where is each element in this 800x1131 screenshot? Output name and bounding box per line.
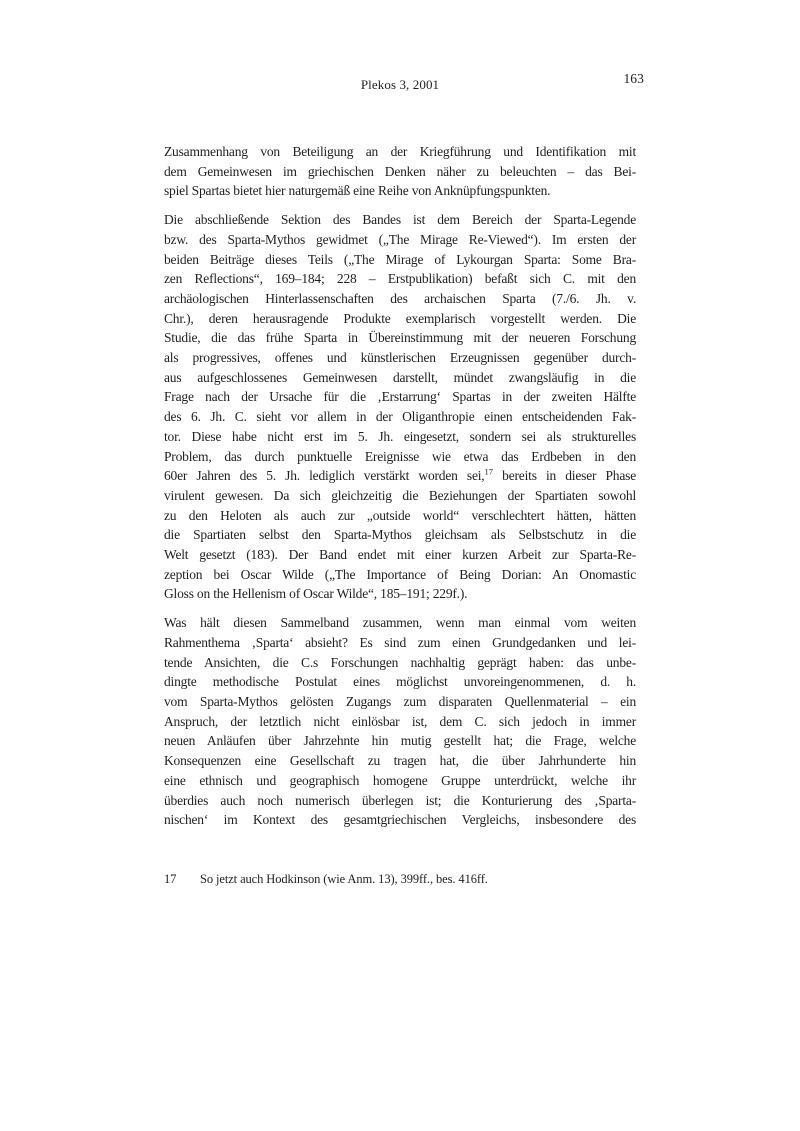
text-line: aus aufgeschlossenes Gemeinwesen darstellt, mündet zwangsläufig in die <box>164 369 636 385</box>
text-column <box>164 142 636 888</box>
text-line: zeption bei Oscar Wilde („The Importance of Being Dorian: An Onomastic <box>164 566 636 582</box>
text-line: Was hält diesen Sammelband zusammen, wenn man einmal vom weiten <box>164 615 636 631</box>
text-line: die Spartiaten selbst den Sparta-Mythos gleichsam als Selbstschutz in die <box>164 527 636 543</box>
text-line: Rahmenthema ‚Sparta‘ absieht? Es sind zum einen Grundgedanken und lei- <box>164 634 636 650</box>
text-line: Die abschließende Sektion des Bandes ist dem Bereich der Sparta-Legende <box>164 212 636 228</box>
text-line: zu den Heloten als auch zur „outside world“ verschlechtert hätten, hätten <box>164 507 636 523</box>
text-line: tende Ansichten, die C.s Forschungen nachhaltig geprägt haben: das unbe- <box>164 654 636 670</box>
text-line: Zusammenhang von Beteiligung an der Kriegführung und Identifikation mit <box>164 144 636 159</box>
text-line: zen Reflections“, 169–184; 228 – Erstpublikation) befaßt sich C. mit den <box>164 271 636 287</box>
text-line: als progressives, offenes und künstlerischen Erzeugnissen gegenüber durch- <box>164 350 636 366</box>
text-line: Anspruch, der letztlich nicht einlösbar ist, dem C. sich jedoch in immer <box>164 713 636 729</box>
text-line: überdies auch noch numerisch überlegen ist; die Konturierung des ‚Sparta- <box>164 792 636 808</box>
text-line: Konsequenzen eine Gesellschaft zu tragen hat, die über Jahrhunderte hin <box>164 753 636 769</box>
text-line: dingte methodische Postulat eines möglichst unvoreingenommenen, d. h. <box>164 674 636 690</box>
text-line: 60er Jahren des 5. Jh. lediglich verstärkt worden sei,$^{17}$ bereits in dieser Phase <box>164 466 636 484</box>
text-line: Studie, die das frühe Sparta in Übereinstimmung mit der neueren Forschung <box>164 330 636 346</box>
text-line: Problem, das durch punktuelle Ereignisse wie etwa das Erdbeben in den <box>164 448 636 464</box>
text-line: beiden Beiträge dieses Teils („The Mirage of Lykourgan Sparta: Some Bra- <box>164 251 636 267</box>
page-header <box>164 71 644 93</box>
text-line: neuen Anläufen über Jahrzehnte hin mutig gestellt hat; die Frage, welche <box>164 733 636 749</box>
text-line: Welt gesetzt (183). Der Band endet mit einer kurzen Arbeit zur Sparta-Re- <box>164 547 636 563</box>
text-line: eine ethnisch und geographisch homogene Gruppe unterdrückt, welche ihr <box>164 772 636 788</box>
text-line: archäologischen Hinterlassenschaften des archaischen Sparta (7./6. Jh. v. <box>164 290 636 306</box>
text-line: nischen‘ im Kontext des gesamtgriechischen Vergleichs, insbesondere des <box>164 812 636 828</box>
text-line: des 6. Jh. C. sieht vor allem in der Oliganthropie einen entscheidenden Fak- <box>164 409 636 425</box>
body-paragraphs <box>164 142 636 830</box>
footnote-reference: 17 <box>484 466 493 477</box>
paragraph <box>164 142 636 201</box>
text-line: virulent gewesen. Da sich gleichzeitig die Beziehungen der Spartiaten sowohl <box>164 487 636 503</box>
text-line: vom Sparta-Mythos gelösten Zugangs zum disparaten Quellenmaterial – ein <box>164 693 636 709</box>
paragraph <box>164 613 636 830</box>
footnote <box>164 871 636 888</box>
paragraph <box>164 210 636 604</box>
text-line: Frage nach der Ursache für die ‚Erstarrung‘ Spartas in der zweiten Hälfte <box>164 389 636 405</box>
text-line: tor. Diese habe nicht erst im 5. Jh. eingesetzt, sondern sei als strukturelles <box>164 428 636 444</box>
footnote-text: So jetzt auch Hodkinson (wie Anm. 13), 399ff., bes. 416ff. <box>200 871 488 886</box>
text-line: Gloss on the Hellenism of Oscar Wilde“, 185–191; 229f.). <box>164 586 468 602</box>
footnote-number: 17 <box>164 871 177 886</box>
journal-title: Plekos 3, 2001 <box>360 77 440 92</box>
text-line: bzw. des Sparta-Mythos gewidmet („The Mirage Re-Viewed“). Im ersten der <box>164 231 636 247</box>
page-number: 163 <box>623 71 644 86</box>
text-line: dem Gemeinwesen im griechischen Denken näher zu beleuchten – das Bei- <box>164 163 636 179</box>
text-line: Chr.), deren herausragende Produkte exemplarisch vorgestellt werden. Die <box>164 310 636 326</box>
text-line: spiel Spartas bietet hier naturgemäß eine Reihe von Anknüpfungspunkten. <box>164 183 551 199</box>
